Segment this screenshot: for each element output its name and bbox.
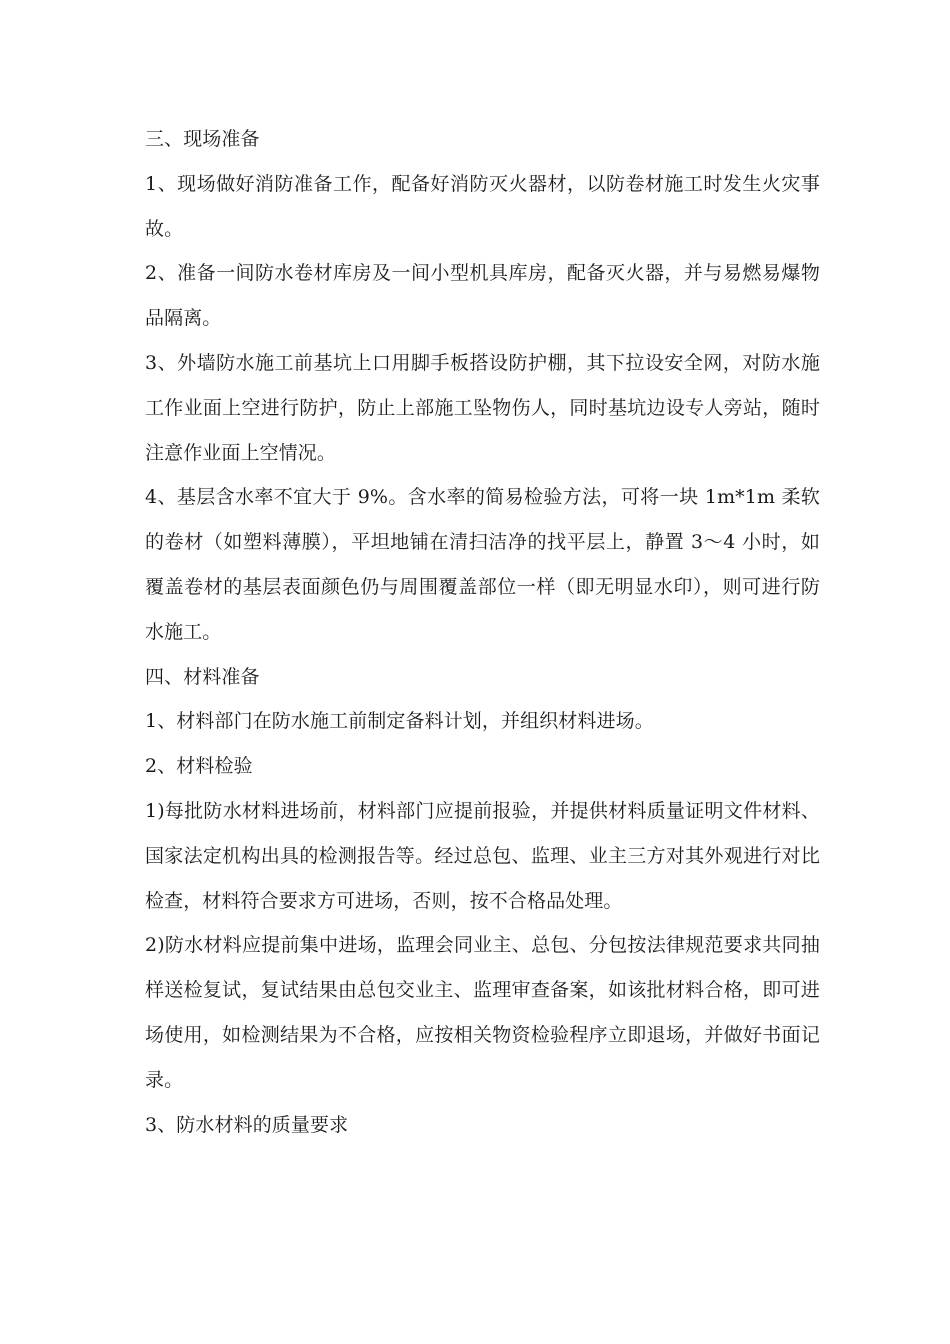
paragraph-inspection-item-1: 1)每批防水材料进场前，材料部门应提前报验，并提供材料质量证明文件材料、国家法定机构出具的检测报告等。经过总包、监理、业主三方对其外观进行对比检查，材料符合要求方可进场，否则，按不合格品处理。 xyxy=(145,799,820,912)
paragraph-fire-prevention: 1、现场做好消防准备工作，配备好消防灭火器材，以防卷材施工时发生火灾事故。 xyxy=(145,172,820,240)
paragraph-material-plan: 1、材料部门在防水施工前制定备料计划，并组织材料进场。 xyxy=(145,710,654,733)
paragraph-inspection-item-2: 2)防水材料应提前集中进场，监理会同业主、总包、分包按法律规范要求共同抽样送检复试，复试结果由总包交业主、监理审查备案，如该批材料合格，即可进场使用，如检测结果为不合格，应按相关物资检验程序立即退场，并做好书面记录。 xyxy=(145,934,820,1091)
document-body xyxy=(145,117,820,1147)
paragraph-protective-shed: 3、外墙防水施工前基坑上口用脚手板搭设防护棚，其下拉设安全网，对防水施工作业面上空进行防护，防止上部施工坠物伤人，同时基坑边设专人旁站，随时注意作业面上空情况。 xyxy=(145,351,820,464)
paragraph-moisture-content: 4、基层含水率不宜大于 9%。含水率的简易检验方法，可将一块 1m*1m 柔软的卷材（如塑料薄膜），平坦地铺在清扫洁净的找平层上，静置 3～4 小时，如覆盖卷材的基层表面颜色仍与周围覆盖部位一样（即无明显水印），则可进行防水施工。 xyxy=(145,486,820,643)
paragraph-material-inspection-heading: 2、材料检验 xyxy=(145,755,253,778)
paragraph-quality-requirements: 3、防水材料的质量要求 xyxy=(145,1113,349,1136)
section-heading-site-preparation: 三、现场准备 xyxy=(145,128,260,150)
section-heading-material-preparation: 四、材料准备 xyxy=(145,665,260,688)
paragraph-storage-room: 2、准备一间防水卷材库房及一间小型机具库房，配备灭火器，并与易燃易爆物品隔离。 xyxy=(145,262,820,330)
